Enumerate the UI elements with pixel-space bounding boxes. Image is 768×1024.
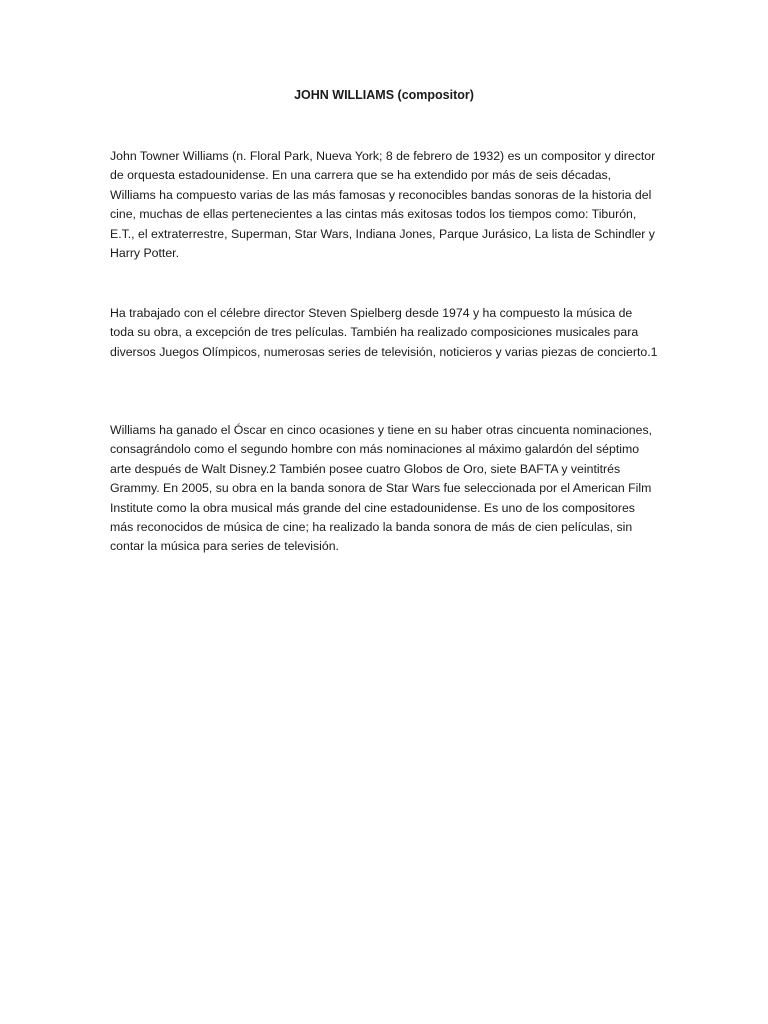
document-title: JOHN WILLIAMS (compositor) — [294, 88, 474, 102]
paragraph-spielberg: Ha trabajado con el célebre director Steven Spielberg desde 1974 y ha compuesto la música de toda su obra, a excepción de tres películas. También ha realizado composiciones musicales para diversos Juegos Olímpicos, numerosas series de televisión, noticieros y varias piezas de concierto.1 — [110, 306, 658, 359]
paragraph-awards: Williams ha ganado el Óscar en cinco ocasiones y tiene en su haber otras cincuenta nominaciones, consagrándolo como el segundo hombre con más nominaciones al máximo galardón del séptimo arte después de Walt Disney.2 También posee cuatro Globos de Oro, siete BAFTA y veintitrés Grammy. En 2005, su obra en la banda sonora de Star Wars fue seleccionada por el American Film Institute como la obra musical más grande del cine estadounidense. Es uno de los compositores más reconocidos de música de cine; ha realizado la banda sonora de más de cien películas, sin contar la música para series de televisión. — [110, 423, 653, 554]
paragraph-biography: John Towner Williams (n. Floral Park, Nueva York; 8 de febrero de 1932) es un compositor y director de orquesta estadounidense. En una carrera que se ha extendido por más de seis décadas, Williams ha compuesto varias de las más famosas y reconocibles bandas sonoras de la historia del cine, muchas de ellas pertenecientes a las cintas más exitosas todos los tiempos como: Tiburón, E.T., el extraterrestre, Superman, Star Wars, Indiana Jones, Parque Jurásico, La lista de Schindler y Harry Potter. — [110, 149, 656, 261]
